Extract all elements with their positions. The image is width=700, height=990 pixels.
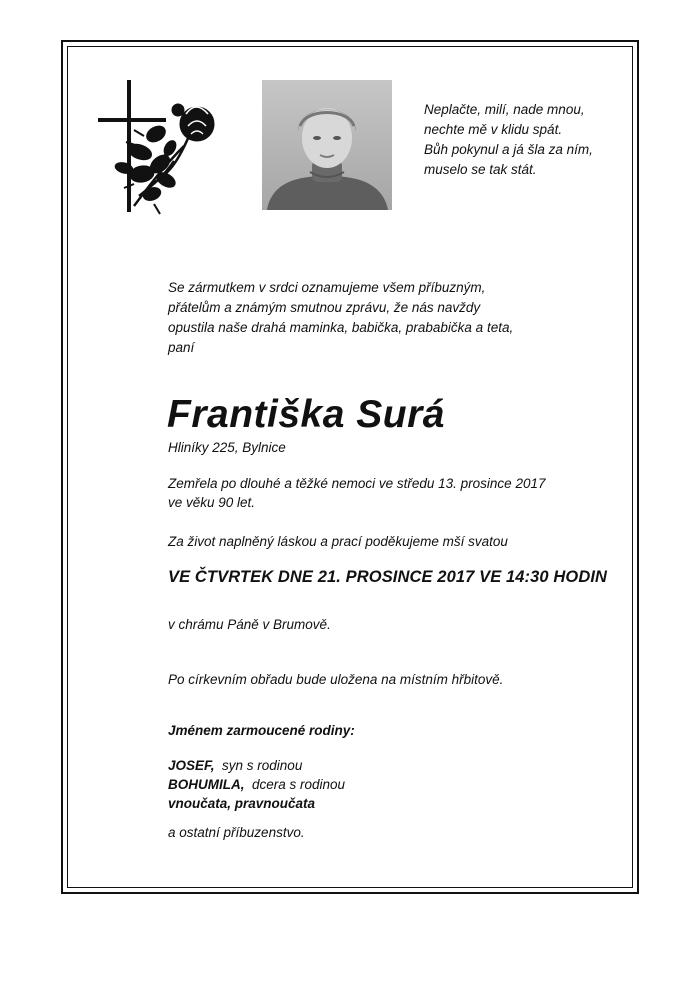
mourner-entry	[168, 756, 345, 775]
portrait-photo	[262, 80, 392, 210]
poem-line: Bůh pokynul a já šla za ním,	[424, 142, 593, 157]
death-line: ve věku 90 let.	[168, 495, 256, 510]
intro-line: opustila naše drahá maminka, babička, prababička a teta,	[168, 320, 514, 335]
funeral-place: v chrámu Páně v Brumově.	[168, 617, 331, 632]
poem-line: muselo se tak stát.	[424, 162, 537, 177]
mourner-name: BOHUMILA,	[168, 777, 245, 792]
burial-text: Po církevním obřadu bude uložena na místním hřbitově.	[168, 672, 504, 687]
poem	[424, 100, 624, 180]
funeral-datetime: VE ČTVRTEK DNE 21. PROSINCE 2017 VE 14:30 HODIN	[168, 568, 608, 586]
mourner-name: vnoučata, pravnoučata	[168, 796, 316, 811]
mourner-entry	[168, 794, 345, 813]
mourner-name: JOSEF,	[168, 758, 215, 773]
intro-line: přátelům a známým smutnou zprávu, že nás navždy	[168, 300, 481, 315]
death-line: Zemřela po dlouhé a těžké nemoci ve středu 13. prosince 2017	[168, 476, 546, 491]
announcement-intro	[168, 278, 588, 358]
family-heading: Jménem zarmoucené rodiny:	[168, 723, 355, 738]
deceased-name: Františka Surá	[167, 393, 445, 436]
other-relatives: a ostatní příbuzenstvo.	[168, 825, 305, 840]
mourners-list	[168, 756, 345, 813]
cross-rose-icon	[94, 76, 220, 222]
mourner-relation: syn s rodinou	[214, 758, 303, 773]
intro-line: Se zármutkem v srdci oznamujeme všem příbuzným,	[168, 280, 486, 295]
mourner-entry	[168, 775, 345, 794]
mass-text: Za život naplněný láskou a prací poděkujeme mší svatou	[168, 534, 508, 549]
intro-line: paní	[168, 340, 195, 355]
poem-line: nechte mě v klidu spát.	[424, 122, 563, 137]
poem-line: Neplačte, milí, nade mnou,	[424, 102, 585, 117]
deceased-address: Hliníky 225, Bylnice	[168, 440, 286, 455]
mourner-relation: dcera s rodinou	[244, 777, 346, 792]
death-notice	[168, 474, 545, 512]
